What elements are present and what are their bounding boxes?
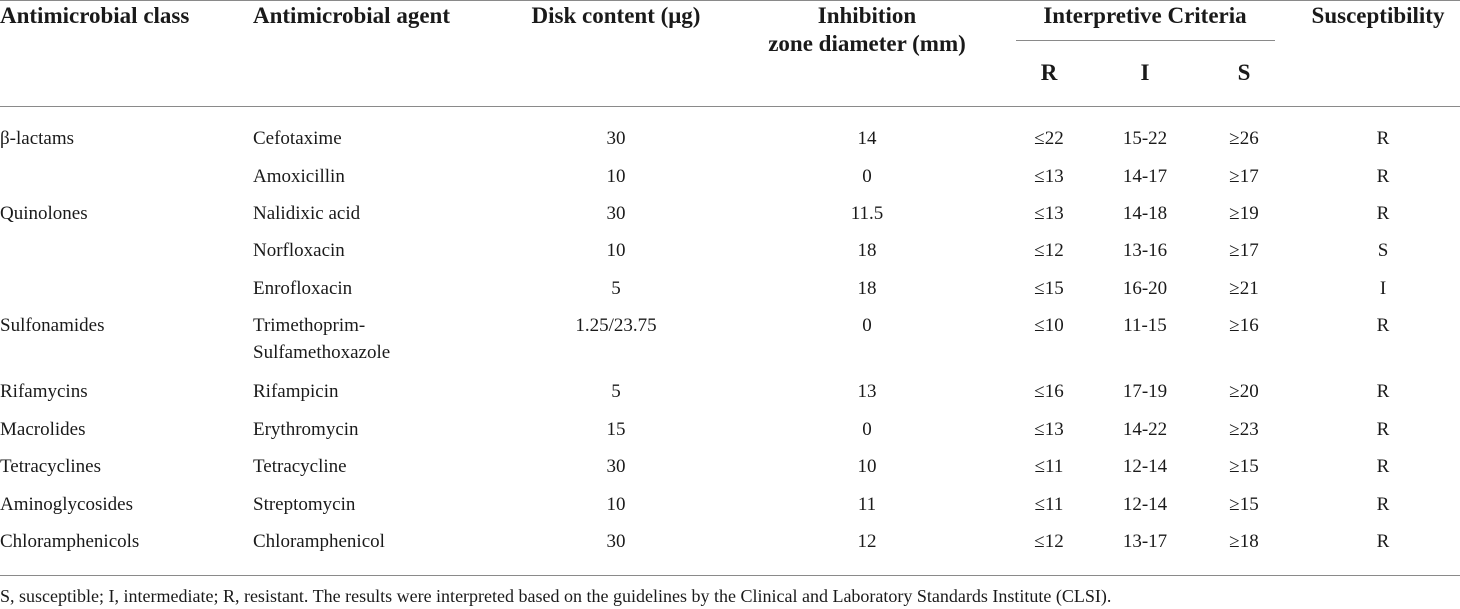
bottom-rule: [0, 575, 1460, 576]
cell-susceptibility: R: [1376, 203, 1390, 224]
header-antimicrobial-class: Antimicrobial class: [0, 3, 190, 28]
cell-agent: Cefotaxime: [253, 128, 342, 149]
cell-agent: Chloramphenicol: [253, 531, 385, 552]
cell-agent: Norfloxacin: [253, 240, 345, 261]
cell-zone-diameter: 0: [862, 166, 872, 187]
cell-disk-content: 5: [611, 278, 621, 299]
cell-disk-content: 1.25/23.75: [575, 315, 657, 336]
cell-agent-line2: Sulfamethoxazole: [253, 342, 391, 363]
cell-i: 17-19: [1122, 381, 1168, 402]
cell-disk-content: 30: [606, 456, 626, 477]
cell-i: 13-16: [1122, 240, 1168, 261]
cell-r: ≤12: [1034, 531, 1064, 552]
header-interpretive-criteria: Interpretive Criteria: [1043, 3, 1247, 28]
cell-i: 14-17: [1122, 166, 1168, 187]
header-zone-line1: Inhibition: [817, 3, 917, 28]
cell-disk-content: 10: [606, 166, 626, 187]
cell-susceptibility: R: [1376, 381, 1390, 402]
cell-zone-diameter: 11: [857, 494, 877, 515]
cell-agent: Nalidixic acid: [253, 203, 361, 224]
cell-zone-diameter: 13: [857, 381, 877, 402]
cell-disk-content: 15: [606, 419, 626, 440]
cell-agent: Tetracycline: [253, 456, 347, 477]
cell-i: 12-14: [1122, 456, 1168, 477]
cell-r: ≤13: [1034, 203, 1064, 224]
cell-class: Sulfonamides: [0, 315, 105, 336]
cell-r: ≤13: [1034, 166, 1064, 187]
cell-class: β-lactams: [0, 128, 75, 149]
cell-r: ≤11: [1034, 494, 1064, 515]
cell-i: 11-15: [1123, 315, 1167, 336]
header-r: R: [1040, 60, 1058, 85]
cell-disk-content: 30: [606, 128, 626, 149]
cell-susceptibility: R: [1376, 494, 1390, 515]
cell-r: ≤16: [1034, 381, 1064, 402]
cell-susceptibility: I: [1379, 278, 1387, 299]
cell-class: Quinolones: [0, 203, 88, 224]
cell-i: 12-14: [1122, 494, 1168, 515]
cell-zone-diameter: 11.5: [850, 203, 884, 224]
cell-disk-content: 10: [606, 494, 626, 515]
cell-i: 14-18: [1122, 203, 1168, 224]
cell-zone-diameter: 14: [857, 128, 877, 149]
cell-agent: Trimethoprim-: [253, 315, 366, 336]
header-antimicrobial-agent: Antimicrobial agent: [253, 3, 450, 28]
cell-i: 15-22: [1122, 128, 1168, 149]
header-disk-content: Disk content (μg): [531, 3, 701, 28]
cell-class: Rifamycins: [0, 381, 88, 402]
cell-s: ≥15: [1229, 494, 1259, 515]
cell-i: 14-22: [1122, 419, 1168, 440]
cell-s: ≥26: [1229, 128, 1259, 149]
cell-class: Macrolides: [0, 419, 86, 440]
header-i: I: [1140, 60, 1150, 85]
criteria-sub-rule: [1016, 40, 1275, 41]
cell-r: ≤13: [1034, 419, 1064, 440]
cell-zone-diameter: 18: [857, 240, 877, 261]
cell-r: ≤15: [1034, 278, 1064, 299]
cell-zone-diameter: 0: [862, 315, 872, 336]
header-bottom-rule: [0, 106, 1460, 107]
header-s: S: [1237, 60, 1251, 85]
header-zone-line2: zone diameter (mm): [768, 31, 966, 56]
cell-s: ≥17: [1229, 240, 1259, 261]
cell-zone-diameter: 10: [857, 456, 877, 477]
cell-disk-content: 30: [606, 203, 626, 224]
cell-class: Chloramphenicols: [0, 531, 140, 552]
cell-s: ≥17: [1229, 166, 1259, 187]
cell-i: 16-20: [1122, 278, 1168, 299]
cell-r: ≤22: [1034, 128, 1064, 149]
header-susceptibility: Susceptibility: [1311, 3, 1445, 28]
cell-s: ≥19: [1229, 203, 1259, 224]
cell-r: ≤11: [1034, 456, 1064, 477]
cell-s: ≥18: [1229, 531, 1259, 552]
cell-s: ≥23: [1229, 419, 1259, 440]
cell-s: ≥20: [1229, 381, 1259, 402]
cell-agent: Rifampicin: [253, 381, 339, 402]
cell-i: 13-17: [1122, 531, 1168, 552]
cell-susceptibility: R: [1376, 315, 1390, 336]
cell-agent: Streptomycin: [253, 494, 356, 515]
cell-zone-diameter: 12: [857, 531, 877, 552]
cell-class: Tetracyclines: [0, 456, 102, 477]
cell-susceptibility: R: [1376, 531, 1390, 552]
cell-susceptibility: R: [1376, 419, 1390, 440]
cell-r: ≤12: [1034, 240, 1064, 261]
cell-class: Aminoglycosides: [0, 494, 133, 515]
cell-s: ≥15: [1229, 456, 1259, 477]
cell-s: ≥16: [1229, 315, 1259, 336]
cell-disk-content: 5: [611, 381, 621, 402]
cell-susceptibility: S: [1377, 240, 1389, 261]
footnote: S, susceptible; I, intermediate; R, resistant. The results were interpreted based on the guidelines by the Clinical and Laboratory Standards Institute (CLSI).: [0, 586, 1112, 606]
cell-agent: Erythromycin: [253, 419, 359, 440]
cell-agent: Amoxicillin: [253, 166, 345, 187]
cell-disk-content: 10: [606, 240, 626, 261]
cell-susceptibility: R: [1376, 166, 1390, 187]
cell-zone-diameter: 0: [862, 419, 872, 440]
cell-susceptibility: R: [1376, 128, 1390, 149]
cell-susceptibility: R: [1376, 456, 1390, 477]
cell-disk-content: 30: [606, 531, 626, 552]
cell-agent: Enrofloxacin: [253, 278, 353, 299]
cell-s: ≥21: [1229, 278, 1259, 299]
cell-zone-diameter: 18: [857, 278, 877, 299]
cell-r: ≤10: [1034, 315, 1064, 336]
